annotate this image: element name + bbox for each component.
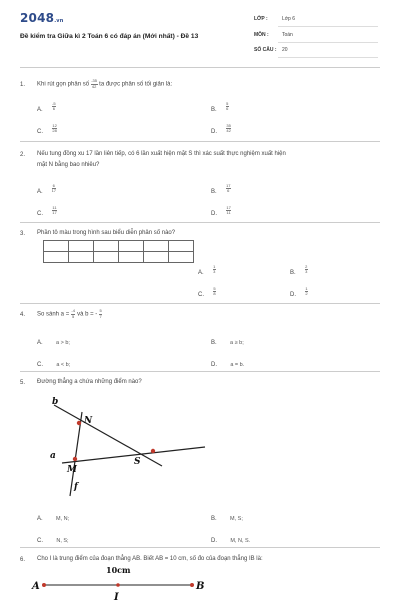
label-n: N <box>84 416 93 426</box>
logo-text: 2048 <box>20 11 55 25</box>
meta-divider <box>278 57 378 58</box>
meta-count-value: 20 <box>282 47 288 53</box>
option-d[interactable]: D. $\frac{1}{2}$ <box>290 285 308 298</box>
question-number: 6. <box>20 557 26 563</box>
question-number: 1. <box>20 82 26 88</box>
fraction: $\frac{-35}{42}$ <box>91 78 97 89</box>
option-a[interactable]: A. a > b; <box>37 340 70 346</box>
question-separator <box>20 547 380 548</box>
segment-figure <box>30 564 220 600</box>
question-text: So sánh a = $\frac{-4}{5}$ và b = - $\frac{5}{7}$ <box>37 308 102 319</box>
label-m: M <box>67 465 77 475</box>
meta-subject-value: Toán <box>282 32 293 38</box>
point-s <box>151 449 155 453</box>
option-a[interactable]: A. M, N; <box>37 516 70 522</box>
option-a[interactable]: A. $\frac{6}{17}$ <box>37 182 57 195</box>
option-b[interactable]: B. M, S; <box>211 516 243 522</box>
length-label: 10cm <box>106 565 131 575</box>
point-a <box>42 583 46 587</box>
option-d[interactable]: D. a = b. <box>211 362 245 368</box>
question-text-line2: mặt N bằng bao nhiêu? <box>37 162 100 168</box>
question-text: Đường thẳng a chứa những điểm nào? <box>37 379 142 385</box>
fraction-grid-figure <box>43 240 194 263</box>
meta-class-label: LỚP : <box>254 16 268 22</box>
label-s: S <box>134 457 141 467</box>
question-number: 2. <box>20 152 26 158</box>
question-separator <box>20 141 380 142</box>
option-d[interactable]: D. M, N, S. <box>211 538 251 544</box>
question-text: Cho I là trung điểm của đoạn thẳng AB. Biết AB = 10 cm, số đo của đoạn thẳng IB là: <box>37 556 263 562</box>
logo-suffix: .vn <box>54 18 64 24</box>
option-d[interactable]: D. $\frac{35}{42}$ <box>211 122 231 135</box>
fraction: $\frac{-4}{5}$ <box>71 308 75 319</box>
meta-subject-label: MÔN : <box>254 32 269 38</box>
option-a[interactable]: A. $\frac{-5}{6}$ <box>37 100 56 113</box>
option-c[interactable]: C. N, S; <box>37 538 69 544</box>
point-n <box>77 421 81 425</box>
option-b[interactable]: B. $\frac{17}{6}$ <box>211 182 231 195</box>
fraction: $\frac{5}{7}$ <box>99 308 102 319</box>
question-number: 3. <box>20 231 26 237</box>
point-i <box>116 583 120 587</box>
option-b[interactable]: B. $\frac{5}{6}$ <box>211 100 229 113</box>
meta-divider <box>278 42 378 43</box>
option-c[interactable]: C. $\frac{12}{28}$ <box>37 122 57 135</box>
option-c[interactable]: C. a < b; <box>37 362 71 368</box>
exam-title: Đề kiểm tra Giữa kì 2 Toán 6 có đáp án (Mới nhất) - Đề 13 <box>20 33 199 40</box>
question-number: 4. <box>20 312 26 318</box>
question-number: 5. <box>20 380 26 386</box>
option-c[interactable]: C. $\frac{5}{8}$ <box>198 285 216 298</box>
label-b: b <box>52 397 59 407</box>
option-a[interactable]: A. $\frac{1}{3}$ <box>198 263 216 276</box>
option-b[interactable]: B. $\frac{2}{3}$ <box>290 263 308 276</box>
question-separator <box>20 222 380 223</box>
meta-count-label: SỐ CÂU : <box>254 47 277 53</box>
question-text: Phần tô màu trong hình sau biểu diễn phân số nào? <box>37 230 176 236</box>
option-c[interactable]: C. $\frac{11}{17}$ <box>37 204 57 217</box>
label-f: f <box>74 482 78 492</box>
option-d[interactable]: D. $\frac{17}{11}$ <box>211 204 231 217</box>
point-b <box>190 583 194 587</box>
site-logo[interactable] <box>20 11 64 25</box>
meta-divider <box>278 26 378 27</box>
point-m <box>73 457 77 461</box>
line-b <box>54 405 162 466</box>
meta-class-value: Lớp 6 <box>282 16 296 22</box>
label-a: a <box>50 451 56 461</box>
option-b[interactable]: B. a ≥ b; <box>211 340 244 346</box>
question-text: Nếu tung đồng xu 17 lần liên tiếp, có 6 lần xuất hiện mặt S thì xác suất thực nghiệm xuất hiện <box>37 151 286 157</box>
question-separator <box>20 303 380 304</box>
question-separator <box>20 371 380 372</box>
question-text: Khi rút gọn phân số $\frac{-35}{42}$ ta được phân số tối giản là: <box>37 78 173 89</box>
lines-figure <box>40 392 210 500</box>
label-b: B <box>196 581 205 592</box>
label-a: A <box>32 581 40 592</box>
header-separator <box>20 67 380 68</box>
label-i: I <box>114 592 119 600</box>
